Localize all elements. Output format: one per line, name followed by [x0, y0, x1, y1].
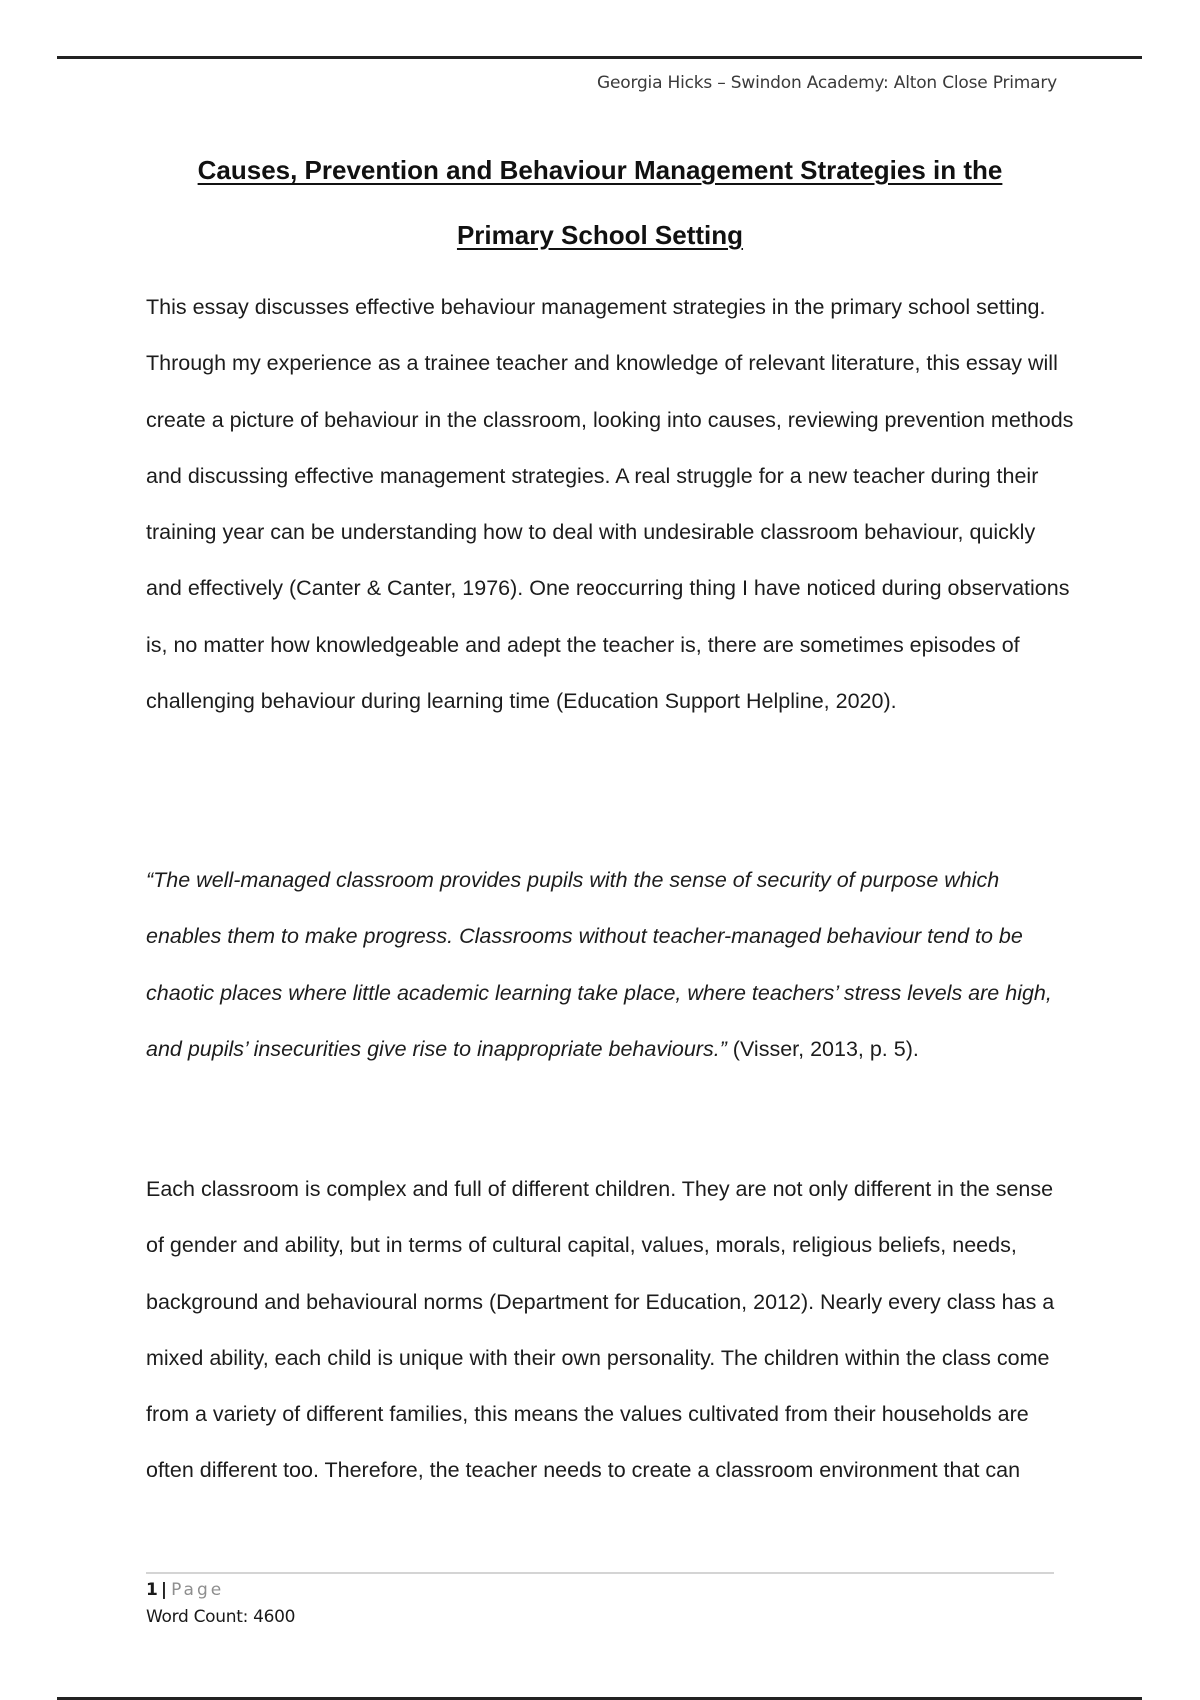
paragraph-classroom: Each classroom is complex and full of different children. They are not only different in the sense of gender and ability, but in terms of cultural capital, values, morals, religious beliefs, needs, background and behavioural norms (Department for Education, 2012). Nearly every class has a mixed ability, each child is unique with their own personality. The children within the class come from a variety of different families, this means the values cultivated from their households are often different too. Therefore, the teacher needs to create a classroom environment that can: [146, 1177, 1055, 1483]
document-title: [146, 138, 1054, 268]
paragraph-intro: This essay discusses effective behaviour management strategies in the primary school setting. Through my experience as a trainee teacher and knowledge of relevant literature, this essay will create a picture of behaviour in the classroom, looking into causes, reviewing prevention methods and discussing effective management strategies. A real struggle for a new teacher during their training year can be understanding how to deal with undesirable classroom behaviour, quickly and effectively (Canter & Canter, 1976). One reoccurring thing I have noticed during observations is, no matter how knowledgeable and adept the teacher is, there are sometimes episodes of challenging behaviour during learning time (Education Support Helpline, 2020).: [146, 295, 1074, 714]
quote-citation: (Visser, 2013, p. 5).: [726, 1036, 919, 1061]
running-header: Georgia Hicks – Swindon Academy: Alton Close Primary: [597, 73, 1057, 93]
page-number: [146, 1580, 224, 1600]
quote-text: “The well-managed classroom provides pupils with the sense of security of purpose which enables them to make progress. Classrooms without teacher-managed behaviour tend to be chaotic places where little academic learning take place, where teachers’ stress levels are high, and pupils’ insecurities give rise to inappropriate behaviours.”: [146, 868, 1052, 1061]
footer-divider: [146, 1572, 1054, 1574]
title-line-1: Causes, Prevention and Behaviour Management Strategies in the: [197, 155, 1003, 185]
page-number-separator: |: [160, 1580, 168, 1600]
block-quote: [146, 852, 1076, 1077]
word-count: Word Count: 4600: [146, 1607, 296, 1627]
top-border-rule: [57, 56, 1142, 59]
title-line-2: Primary School Setting: [456, 220, 744, 250]
page-number-value: 1: [146, 1580, 158, 1600]
page-label: Page: [171, 1580, 225, 1600]
